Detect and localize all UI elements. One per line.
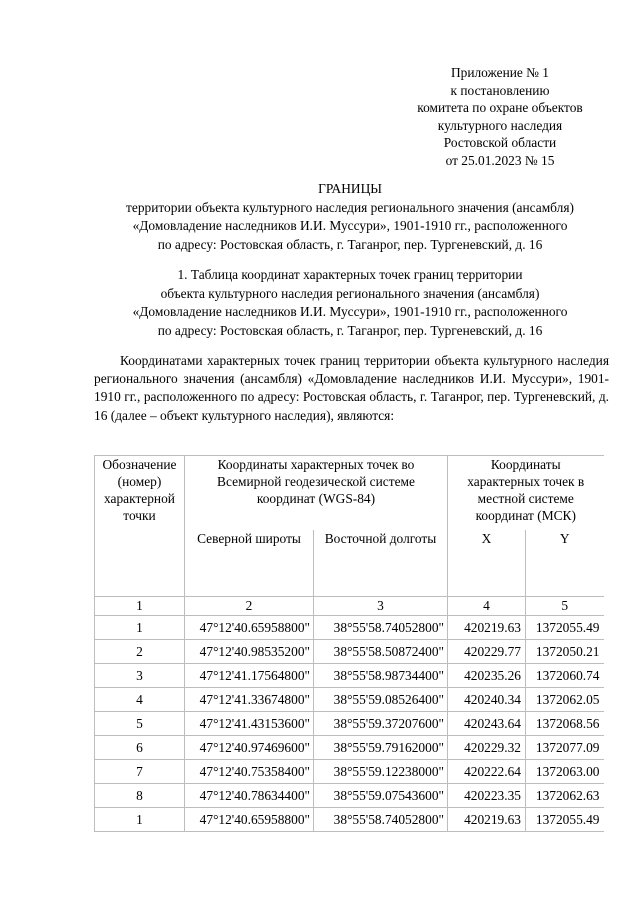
longitude-cell: 38°55'59.12238000" xyxy=(314,760,448,784)
header-point xyxy=(95,456,185,597)
latitude-cell: 47°12'40.75358400" xyxy=(185,760,314,784)
x-cell: 420219.63 xyxy=(448,808,526,832)
header-y xyxy=(526,530,604,597)
col-number: 3 xyxy=(314,597,448,616)
caption-line: объекта культурного наследия регионального значения (ансамбля) xyxy=(160,285,540,301)
table-caption xyxy=(60,266,640,340)
x-cell: 420219.63 xyxy=(448,616,526,640)
x-cell: 420229.32 xyxy=(448,736,526,760)
longitude-cell: 38°55'59.07543600" xyxy=(314,784,448,808)
longitude-cell: 38°55'58.50872400" xyxy=(314,640,448,664)
caption-line: по адресу: Ростовская область, г. Таганрог, пер. Тургеневский, д. 16 xyxy=(157,322,543,338)
title-heading: ГРАНИЦЫ xyxy=(318,181,382,196)
col-number: 5 xyxy=(526,597,604,616)
header-east xyxy=(314,530,448,597)
x-cell: 420235.26 xyxy=(448,664,526,688)
latitude-cell: 47°12'40.98535200" xyxy=(185,640,314,664)
appendix-block xyxy=(380,64,620,170)
longitude-cell: 38°55'59.37207600" xyxy=(314,712,448,736)
y-cell: 1372068.56 xyxy=(526,712,604,736)
table-row xyxy=(95,664,604,688)
header-x xyxy=(448,530,526,597)
x-cell: 420222.64 xyxy=(448,760,526,784)
y-cell: 1372050.21 xyxy=(526,640,604,664)
y-cell: 1372063.00 xyxy=(526,760,604,784)
header-point-label: Обозначение (номер) характерной точки xyxy=(102,457,177,523)
table-row xyxy=(95,712,604,736)
header-wgs-label: Координаты характерных точек во Всемирной геодезической системе координат (WGS-84) xyxy=(217,457,415,506)
point-number-cell: 5 xyxy=(95,712,185,736)
latitude-cell: 47°12'41.17564800" xyxy=(185,664,314,688)
appendix-line: Приложение № 1 xyxy=(450,65,550,80)
y-cell: 1372060.74 xyxy=(526,664,604,688)
coordinates-table xyxy=(94,455,604,832)
table-row xyxy=(95,616,604,640)
header-x-label: X xyxy=(481,530,492,546)
table-row xyxy=(95,736,604,760)
table-body xyxy=(95,616,604,832)
x-cell: 420243.64 xyxy=(448,712,526,736)
y-cell: 1372062.63 xyxy=(526,784,604,808)
longitude-cell: 38°55'58.98734400" xyxy=(314,664,448,688)
header-msk-label: Координаты характерных точек в местной системе координат (МСК) xyxy=(467,457,585,523)
x-cell: 420223.35 xyxy=(448,784,526,808)
caption-line: «Домовладение наследников И.И. Муссури», 1901-1910 гг., расположенного xyxy=(132,304,568,319)
title-line: по адресу: Ростовская область, г. Таганрог, пер. Тургеневский, д. 16 xyxy=(157,236,543,252)
appendix-line: к постановлению xyxy=(450,82,550,98)
point-number-cell: 8 xyxy=(95,784,185,808)
latitude-cell: 47°12'41.43153600" xyxy=(185,712,314,736)
longitude-cell: 38°55'59.08526400" xyxy=(314,688,448,712)
header-wgs xyxy=(185,456,448,530)
appendix-line: от 25.01.2023 № 15 xyxy=(445,152,555,168)
point-number-cell: 1 xyxy=(95,808,185,832)
latitude-cell: 47°12'40.78634400" xyxy=(185,784,314,808)
table-row xyxy=(95,640,604,664)
table-row xyxy=(95,688,604,712)
header-north xyxy=(185,530,314,597)
table-row xyxy=(95,808,604,832)
y-cell: 1372055.49 xyxy=(526,616,604,640)
latitude-cell: 47°12'40.65958800" xyxy=(185,616,314,640)
document-title xyxy=(60,180,640,254)
col-number: 2 xyxy=(185,597,314,616)
y-cell: 1372062.05 xyxy=(526,688,604,712)
point-number-cell: 4 xyxy=(95,688,185,712)
point-number-cell: 1 xyxy=(95,616,185,640)
col-number: 4 xyxy=(448,597,526,616)
x-cell: 420229.77 xyxy=(448,640,526,664)
point-number-cell: 2 xyxy=(95,640,185,664)
header-msk xyxy=(448,456,604,530)
x-cell: 420240.34 xyxy=(448,688,526,712)
header-east-label: Восточной долготы xyxy=(324,530,437,546)
latitude-cell: 47°12'40.65958800" xyxy=(185,808,314,832)
longitude-cell: 38°55'58.74052800" xyxy=(314,808,448,832)
header-north-label: Северной широты xyxy=(197,530,301,546)
point-number-cell: 6 xyxy=(95,736,185,760)
latitude-cell: 47°12'40.97469600" xyxy=(185,736,314,760)
col-number: 1 xyxy=(95,597,185,616)
y-cell: 1372055.49 xyxy=(526,808,604,832)
title-line: «Домовладение наследников И.И. Муссури», 1901-1910 гг., расположенного xyxy=(132,218,568,233)
point-number-cell: 7 xyxy=(95,760,185,784)
appendix-line: комитета по охране объектов xyxy=(417,100,583,116)
header-y-label: Y xyxy=(559,530,570,546)
column-number-row xyxy=(95,597,604,616)
longitude-cell: 38°55'59.79162000" xyxy=(314,736,448,760)
table-row xyxy=(95,760,604,784)
latitude-cell: 47°12'41.33674800" xyxy=(185,688,314,712)
table-header-row xyxy=(95,456,604,530)
longitude-cell: 38°55'58.74052800" xyxy=(314,616,448,640)
caption-line: 1. Таблица координат характерных точек границ территории xyxy=(177,267,523,282)
title-line: территории объекта культурного наследия регионального значения (ансамбля) xyxy=(126,199,574,215)
intro-paragraph: Координатами характерных точек границ территории объекта культурного наследия регионального значения (ансамбля) «Домовладение наследников И.И. Муссури», 1901-1910 гг., расположенного по адресу: Ростовская область, г. Таганрог, пер. Тургеневский, д. 16 (далее – объект культурного наследия), являются: xyxy=(94,353,609,423)
y-cell: 1372077.09 xyxy=(526,736,604,760)
table-row xyxy=(95,784,604,808)
appendix-line: Ростовской области xyxy=(443,135,557,151)
appendix-line: культурного наследия xyxy=(437,117,563,133)
point-number-cell: 3 xyxy=(95,664,185,688)
